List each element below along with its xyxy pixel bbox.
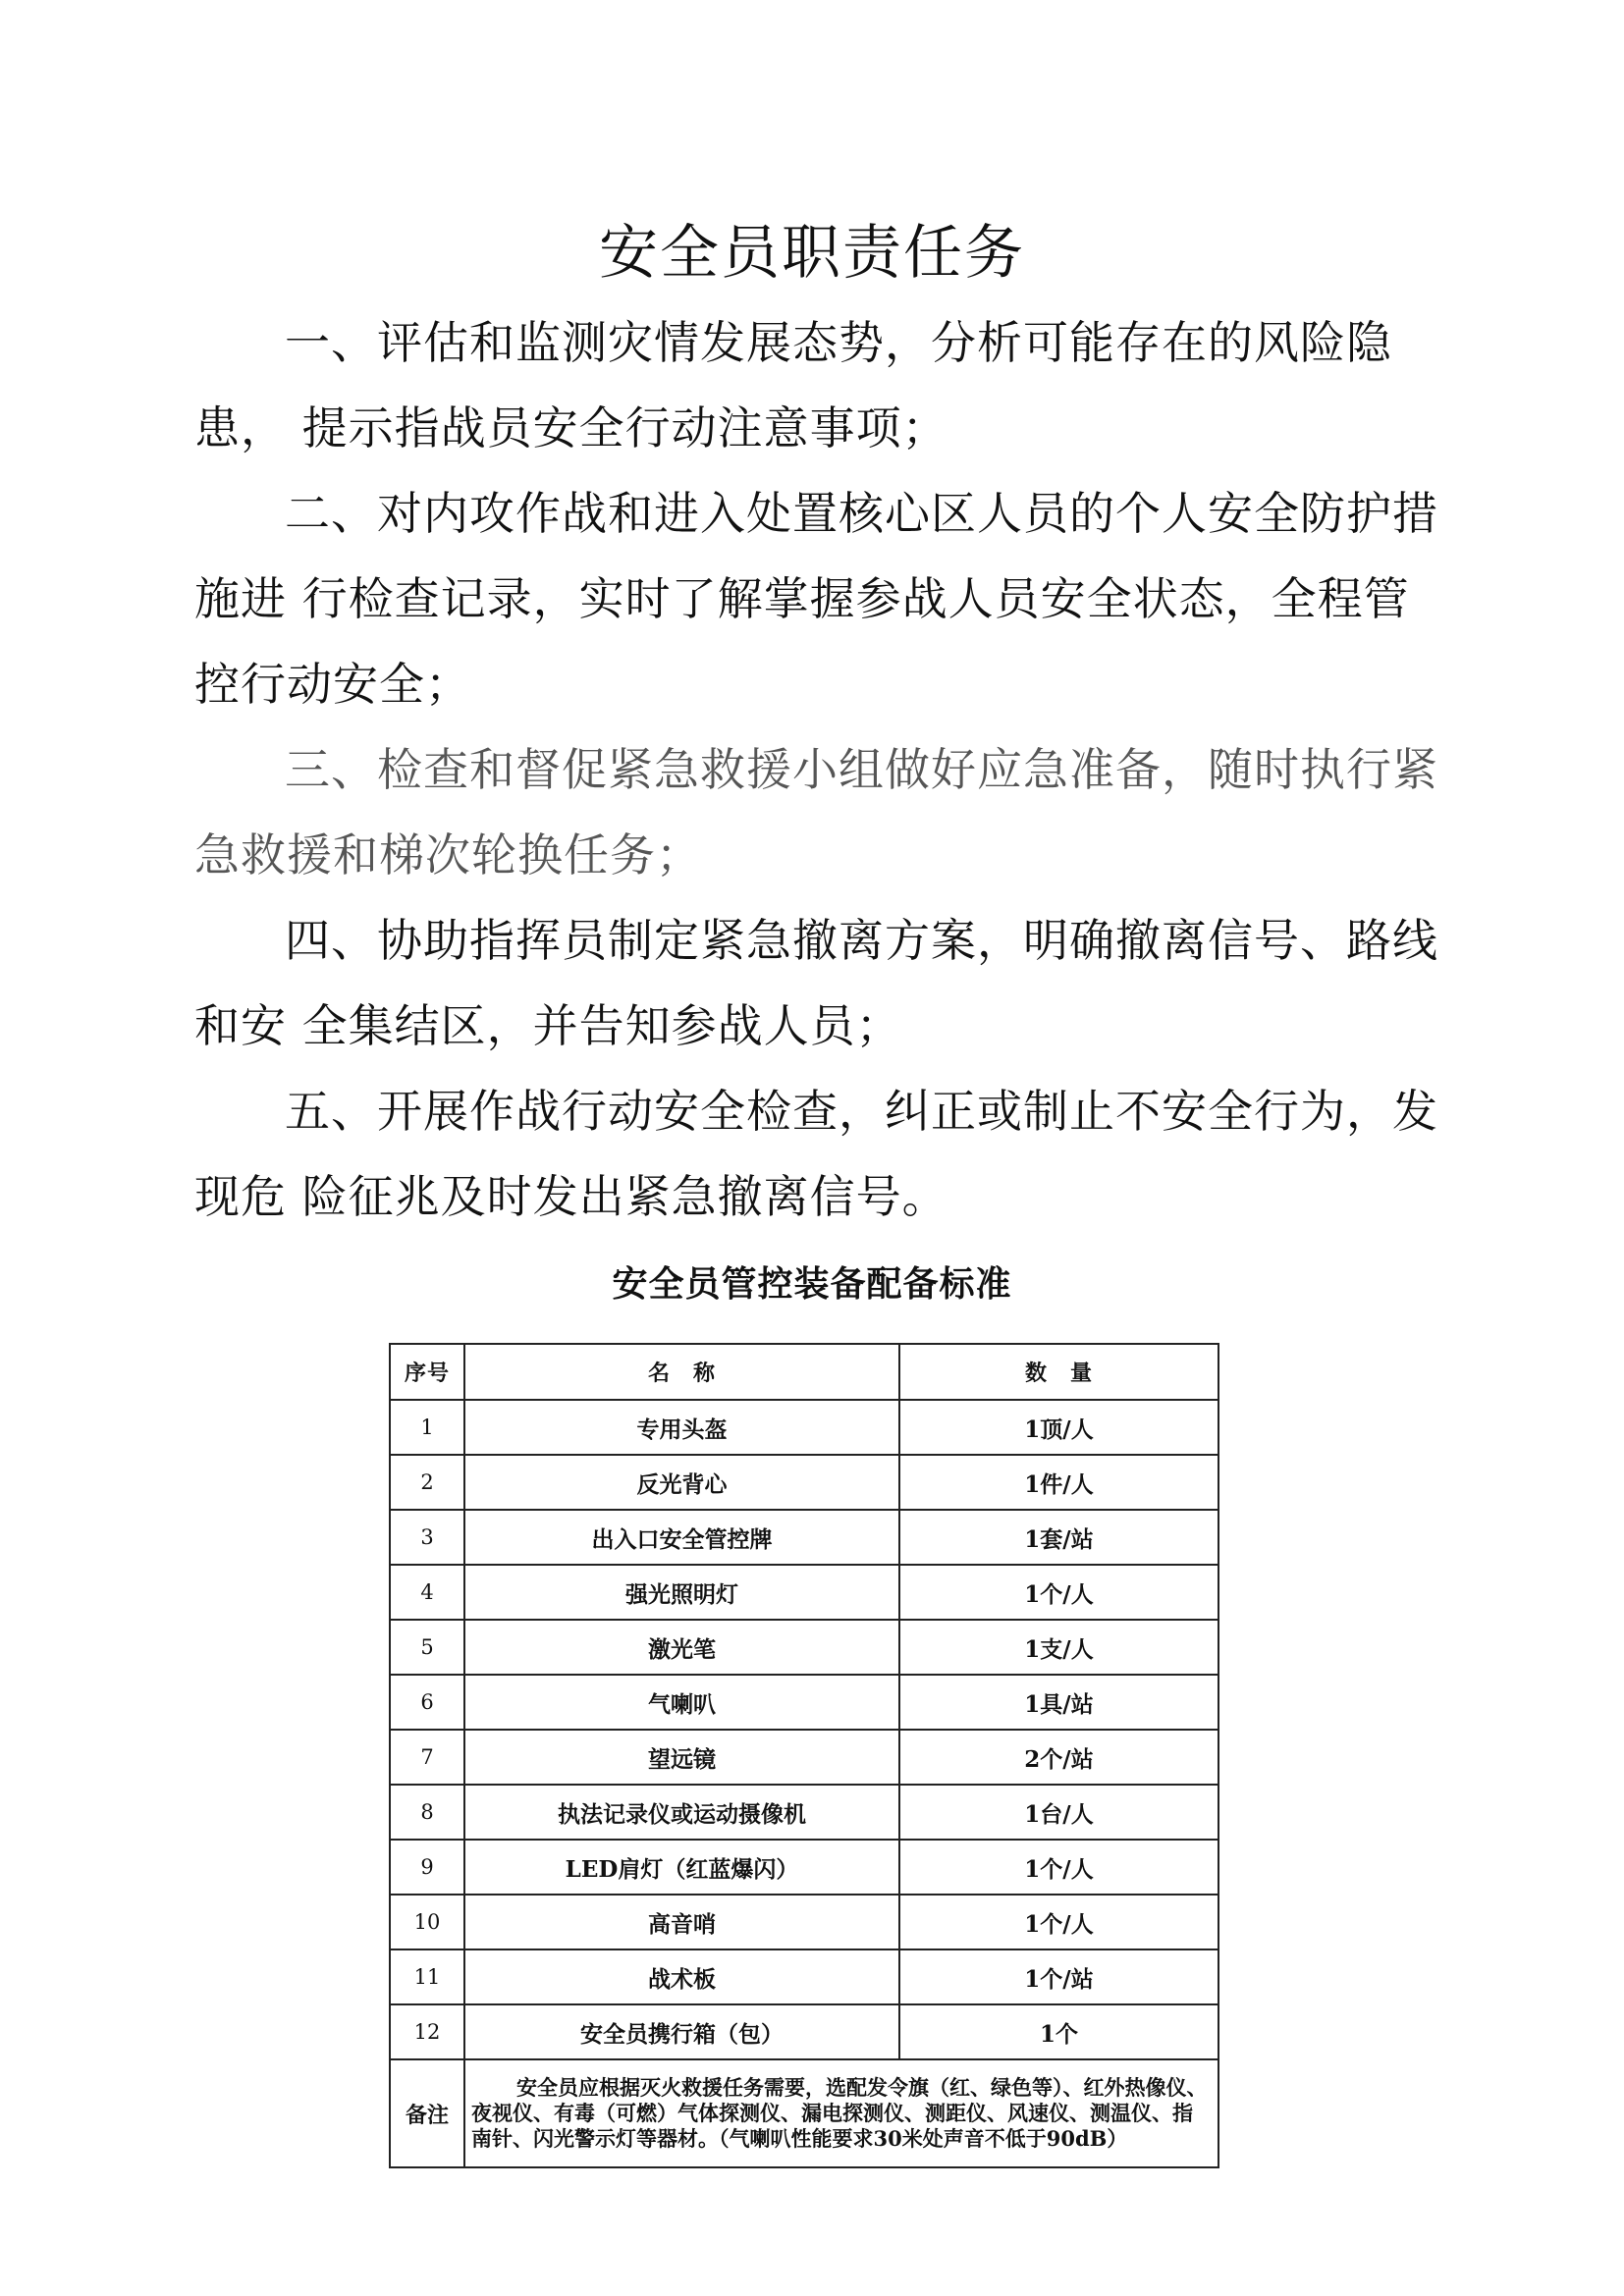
row-quantity: 1套/站 bbox=[899, 1510, 1218, 1565]
row-quantity: 1个/人 bbox=[899, 1565, 1218, 1620]
row-name: 反光背心 bbox=[464, 1455, 899, 1510]
row-index: 11 bbox=[390, 1949, 464, 2004]
table-row bbox=[390, 1949, 1218, 2004]
table-row bbox=[390, 1565, 1218, 1620]
row-name: LED肩灯（红蓝爆闪） bbox=[464, 1840, 899, 1895]
header-index: 序号 bbox=[390, 1344, 464, 1400]
row-quantity: 1台/人 bbox=[899, 1785, 1218, 1840]
duty-paragraph-4: 四、协助指挥员制定紧急撤离方案，明确撤离信号、路线和安 全集结区，并告知参战人员； bbox=[194, 914, 1438, 1052]
table-row bbox=[390, 1840, 1218, 1895]
table-row bbox=[390, 2004, 1218, 2059]
row-quantity: 1顶/人 bbox=[899, 1400, 1218, 1455]
row-name: 望远镜 bbox=[464, 1730, 899, 1785]
row-quantity: 1支/人 bbox=[899, 1620, 1218, 1675]
table-row bbox=[390, 1895, 1218, 1949]
table-row bbox=[390, 1510, 1218, 1565]
row-name: 战术板 bbox=[464, 1949, 899, 2004]
row-quantity: 2个/站 bbox=[899, 1730, 1218, 1785]
table-row bbox=[390, 1730, 1218, 1785]
table-row bbox=[390, 1620, 1218, 1675]
row-index: 8 bbox=[390, 1785, 464, 1840]
row-index: 7 bbox=[390, 1730, 464, 1785]
table-row bbox=[390, 1785, 1218, 1840]
row-index: 6 bbox=[390, 1675, 464, 1730]
row-index: 5 bbox=[390, 1620, 464, 1675]
row-quantity: 1个/人 bbox=[899, 1840, 1218, 1895]
duty-paragraph-3: 三、检查和督促紧急救援小组做好应急准备，随时执行紧急救援和梯次轮换任务； bbox=[194, 743, 1438, 881]
duty-paragraph-1: 一、评估和监测灾情发展态势，分析可能存在的风险隐患， 提示指战员安全行动注意事项； bbox=[194, 316, 1392, 454]
equipment-table bbox=[389, 1343, 1219, 2168]
row-name: 高音哨 bbox=[464, 1895, 899, 1949]
table-row bbox=[390, 1675, 1218, 1730]
row-index: 3 bbox=[390, 1510, 464, 1565]
table-row bbox=[390, 1455, 1218, 1510]
row-index: 9 bbox=[390, 1840, 464, 1895]
row-quantity: 1件/人 bbox=[899, 1455, 1218, 1510]
duty-paragraph-2: 二、对内攻作战和进入处置核心区人员的个人安全防护措施进 行检查记录，实时了解掌握参战人员安全状态，全程管控行动安全； bbox=[194, 487, 1438, 711]
row-index: 12 bbox=[390, 2004, 464, 2059]
table-title: 安全员管控装备配备标准 bbox=[612, 1263, 1012, 1305]
row-name: 激光笔 bbox=[464, 1620, 899, 1675]
row-name: 气喇叭 bbox=[464, 1675, 899, 1730]
duty-list bbox=[194, 300, 1441, 1240]
row-index: 1 bbox=[390, 1400, 464, 1455]
row-name: 执法记录仪或运动摄像机 bbox=[464, 1785, 899, 1840]
row-name: 安全员携行箱（包） bbox=[464, 2004, 899, 2059]
header-quantity: 数 量 bbox=[899, 1344, 1218, 1400]
duty-paragraph-5: 五、开展作战行动安全检查，纠正或制止不安全行为，发现危 险征兆及时发出紧急撤离信号。 bbox=[194, 1085, 1438, 1223]
row-index: 10 bbox=[390, 1895, 464, 1949]
row-quantity: 1个 bbox=[899, 2004, 1218, 2059]
header-name: 名 称 bbox=[464, 1344, 899, 1400]
remark-row bbox=[390, 2059, 1218, 2167]
remark-text: 安全员应根据灭火救援任务需要，选配发令旗（红、绿色等）、红外热像仪、夜视仪、有毒（可燃）气体探测仪、漏电探测仪、测距仪、风速仪、测温仪、指南针、闪光警示灯等器材。（气喇叭性能要求30米处声音不低于90dB） bbox=[464, 2059, 1218, 2167]
remark-label: 备注 bbox=[390, 2059, 464, 2167]
table-row bbox=[390, 1400, 1218, 1455]
row-quantity: 1个/人 bbox=[899, 1895, 1218, 1949]
row-quantity: 1具/站 bbox=[899, 1675, 1218, 1730]
page-title: 安全员职责任务 bbox=[599, 219, 1025, 288]
row-index: 2 bbox=[390, 1455, 464, 1510]
row-name: 强光照明灯 bbox=[464, 1565, 899, 1620]
row-quantity: 1个/站 bbox=[899, 1949, 1218, 2004]
row-name: 出入口安全管控牌 bbox=[464, 1510, 899, 1565]
row-name: 专用头盔 bbox=[464, 1400, 899, 1455]
row-index: 4 bbox=[390, 1565, 464, 1620]
table-header-row bbox=[390, 1344, 1218, 1400]
